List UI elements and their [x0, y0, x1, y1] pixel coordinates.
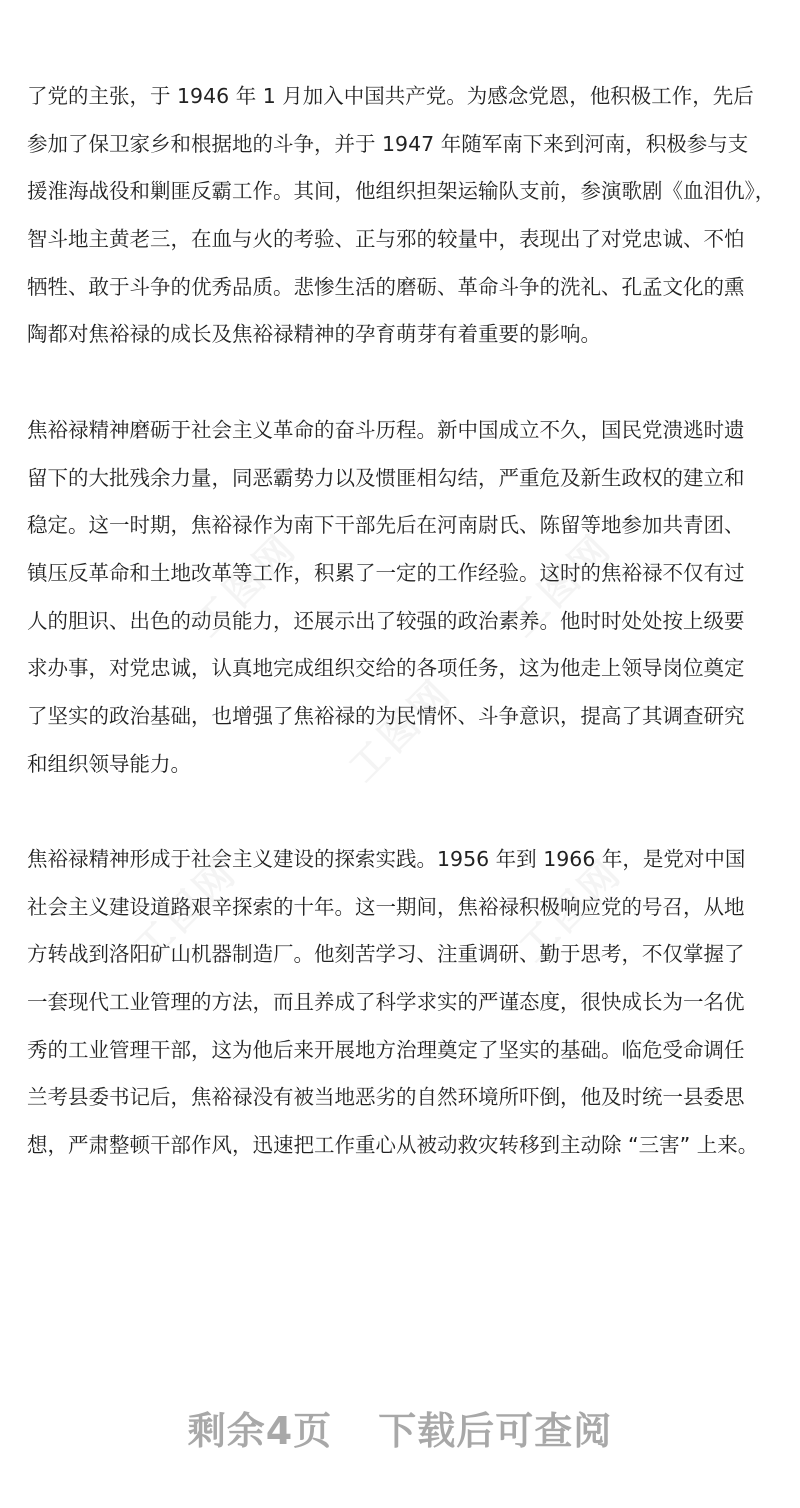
- text-line: 了党的主张，于 1946 年 1 月加入中国共产党。为感念党恩，他积极工作，先后: [27, 84, 754, 108]
- text-line: 求办事，对党忠诚，认真地完成组织交给的各项任务，这为他走上领导岗位奠定: [27, 656, 745, 681]
- text-line: 稳定。这一时期，焦裕禄作为南下干部先后在河南尉氏、陈留等地参加共青团、: [27, 513, 745, 538]
- text-line: 社会主义建设道路艰辛探索的十年。这一期间，焦裕禄积极响应党的号召，从地: [27, 894, 745, 919]
- text-line: 镇压反革命和土地改革等工作，积累了一定的工作经验。这时的焦裕禄不仅有过: [27, 560, 745, 585]
- text-line: 援淮海战役和剿匪反霸工作。其间，他组织担架运输队支前，参演歌剧《血泪仇》，: [27, 179, 776, 204]
- remaining-pages-text[interactable]: 剩余4页: [187, 1409, 333, 1453]
- paragraph-1: [27, 73, 775, 359]
- paragraph-2: [27, 407, 775, 789]
- paragraph-3: [27, 836, 775, 1170]
- watermark: 工图网: [185, 524, 306, 646]
- text-line: 人的胆识、出色的动员能力，还展示出了较强的政治素养。他时时处处按上级要: [27, 608, 745, 633]
- text-line: 兰考县委书记后，焦裕禄没有被当地恶劣的自然环境所吓倒，他及时统一县委思: [27, 1085, 745, 1110]
- text-line: 陶都对焦裕禄的成长及焦裕禄精神的孕育萌芽有着重要的影响。: [27, 322, 601, 347]
- text-line: 一套现代工业管理的方法，而且养成了科学求实的严谨态度，很快成长为一名优: [27, 990, 745, 1015]
- download-prompt-banner[interactable]: [0, 1400, 800, 1455]
- text-line: 焦裕禄精神形成于社会主义建设的探索实践。1956 年到 1966 年，是党对中国: [27, 847, 746, 871]
- text-line: 方转战到洛阳矿山机器制造厂。他刻苦学习、注重调研、勤于思考，不仅掌握了: [27, 942, 745, 967]
- paragraph-spacer: [27, 359, 775, 407]
- watermark: 工图网: [125, 849, 246, 971]
- text-line: 牺牲、敢于斗争的优秀品质。悲惨生活的磨砺、革命斗争的洗礼、孔孟文化的熏: [27, 274, 745, 299]
- text-line: 和组织领导能力。: [27, 751, 191, 776]
- text-line: 了坚实的政治基础，也增强了焦裕禄的为民情怀、斗争意识，提高了其调查研究: [27, 703, 745, 728]
- text-line: 留下的大批残余力量，同恶霸势力以及惯匪相勾结，严重危及新生政权的建立和: [27, 465, 745, 490]
- watermark: 工图网: [510, 849, 631, 971]
- download-to-view-text[interactable]: 下载后可查阅: [378, 1409, 613, 1453]
- document-body: [27, 73, 775, 1170]
- text-line: 智斗地主黄老三，在血与火的考验、正与邪的较量中，表现出了对党忠诚、不怕: [27, 227, 745, 252]
- paragraph-spacer: [27, 788, 775, 836]
- text-line: 焦裕禄精神磨砺于社会主义革命的奋斗历程。新中国成立不久，国民党溃逃时遗: [27, 417, 745, 442]
- watermark: 工图网: [500, 524, 621, 646]
- text-line: 想，严肃整顿干部作风，迅速把工作重心从被动救灾转移到主动除 “三害” 上来。: [27, 1133, 759, 1158]
- watermark: 工图网: [340, 669, 461, 791]
- text-line: 参加了保卫家乡和根据地的斗争，并于 1947 年随军南下来到河南，积极参与支: [27, 131, 749, 156]
- text-line: 秀的工业管理干部，这为他后来开展地方治理奠定了坚实的基础。临危受命调任: [27, 1037, 745, 1062]
